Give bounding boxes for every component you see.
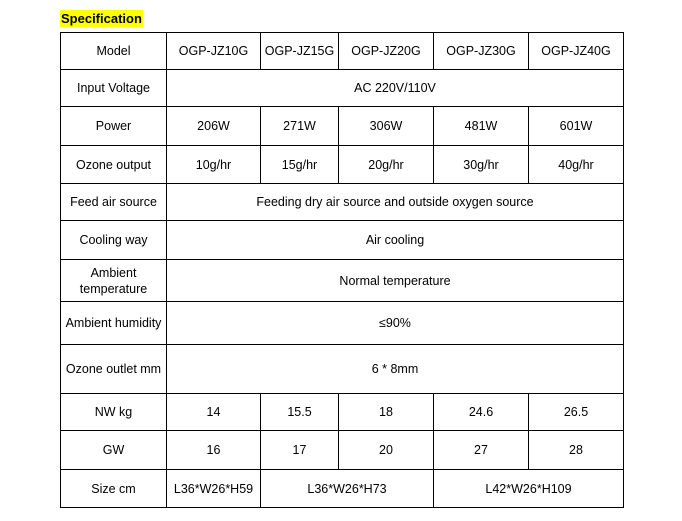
row-ozone-output — [61, 146, 624, 184]
ambient-temperature-label-line2: temperature — [79, 281, 148, 296]
nw-value: 26.5 — [529, 394, 624, 431]
header-model-jz40g: OGP-JZ40G — [529, 33, 624, 70]
ozone-outlet-label: Ozone outlet mm — [61, 345, 167, 394]
size-label: Size cm — [61, 470, 167, 508]
nw-value: 15.5 — [261, 394, 339, 431]
size-value: L42*W26*H109 — [434, 470, 624, 508]
nw-value: 14 — [167, 394, 261, 431]
gw-label: GW — [61, 431, 167, 470]
header-row — [61, 33, 624, 70]
size-value: L36*W26*H73 — [261, 470, 434, 508]
row-gw — [61, 431, 624, 470]
gw-value: 17 — [261, 431, 339, 470]
gw-value: 27 — [434, 431, 529, 470]
power-value: 206W — [167, 107, 261, 146]
row-nw-kg — [61, 394, 624, 431]
row-power — [61, 107, 624, 146]
feed-air-value: Feeding dry air source and outside oxygen source — [167, 184, 624, 221]
ozone-outlet-value: 6 * 8mm — [167, 345, 624, 394]
ozone-output-value: 30g/hr — [434, 146, 529, 184]
row-ozone-outlet — [61, 345, 624, 394]
row-ambient-humidity — [61, 302, 624, 345]
row-cooling-way — [61, 221, 624, 260]
header-model-jz30g: OGP-JZ30G — [434, 33, 529, 70]
nw-value: 24.6 — [434, 394, 529, 431]
row-input-voltage — [61, 70, 624, 107]
power-value: 481W — [434, 107, 529, 146]
ozone-output-value: 10g/hr — [167, 146, 261, 184]
gw-value: 28 — [529, 431, 624, 470]
ozone-output-value: 20g/hr — [339, 146, 434, 184]
header-model-jz15g: OGP-JZ15G — [261, 33, 339, 70]
ambient-temperature-label-line1: Ambient — [90, 265, 137, 280]
row-feed-air-source — [61, 184, 624, 221]
nw-label: NW kg — [61, 394, 167, 431]
header-model-jz10g: OGP-JZ10G — [167, 33, 261, 70]
specification-heading: Specification — [61, 11, 142, 26]
input-voltage-label: Input Voltage — [61, 70, 167, 107]
size-value: L36*W26*H59 — [167, 470, 261, 508]
ambient-humidity-value: ≤90% — [167, 302, 624, 345]
power-value: 601W — [529, 107, 624, 146]
ambient-temperature-label — [61, 260, 167, 302]
ambient-humidity-label: Ambient humidity — [61, 302, 167, 345]
header-model-jz20g: OGP-JZ20G — [339, 33, 434, 70]
ambient-temperature-value: Normal temperature — [167, 260, 624, 302]
row-ambient-temperature — [61, 260, 624, 302]
ozone-output-label: Ozone output — [61, 146, 167, 184]
power-value: 306W — [339, 107, 434, 146]
power-label: Power — [61, 107, 167, 146]
feed-air-label: Feed air source — [61, 184, 167, 221]
ozone-output-value: 40g/hr — [529, 146, 624, 184]
nw-value: 18 — [339, 394, 434, 431]
cooling-value: Air cooling — [167, 221, 624, 260]
specification-table — [60, 32, 624, 508]
gw-value: 16 — [167, 431, 261, 470]
header-model-label: Model — [61, 33, 167, 70]
input-voltage-value: AC 220V/110V — [167, 70, 624, 107]
power-value: 271W — [261, 107, 339, 146]
cooling-label: Cooling way — [61, 221, 167, 260]
gw-value: 20 — [339, 431, 434, 470]
row-size-cm — [61, 470, 624, 508]
ozone-output-value: 15g/hr — [261, 146, 339, 184]
